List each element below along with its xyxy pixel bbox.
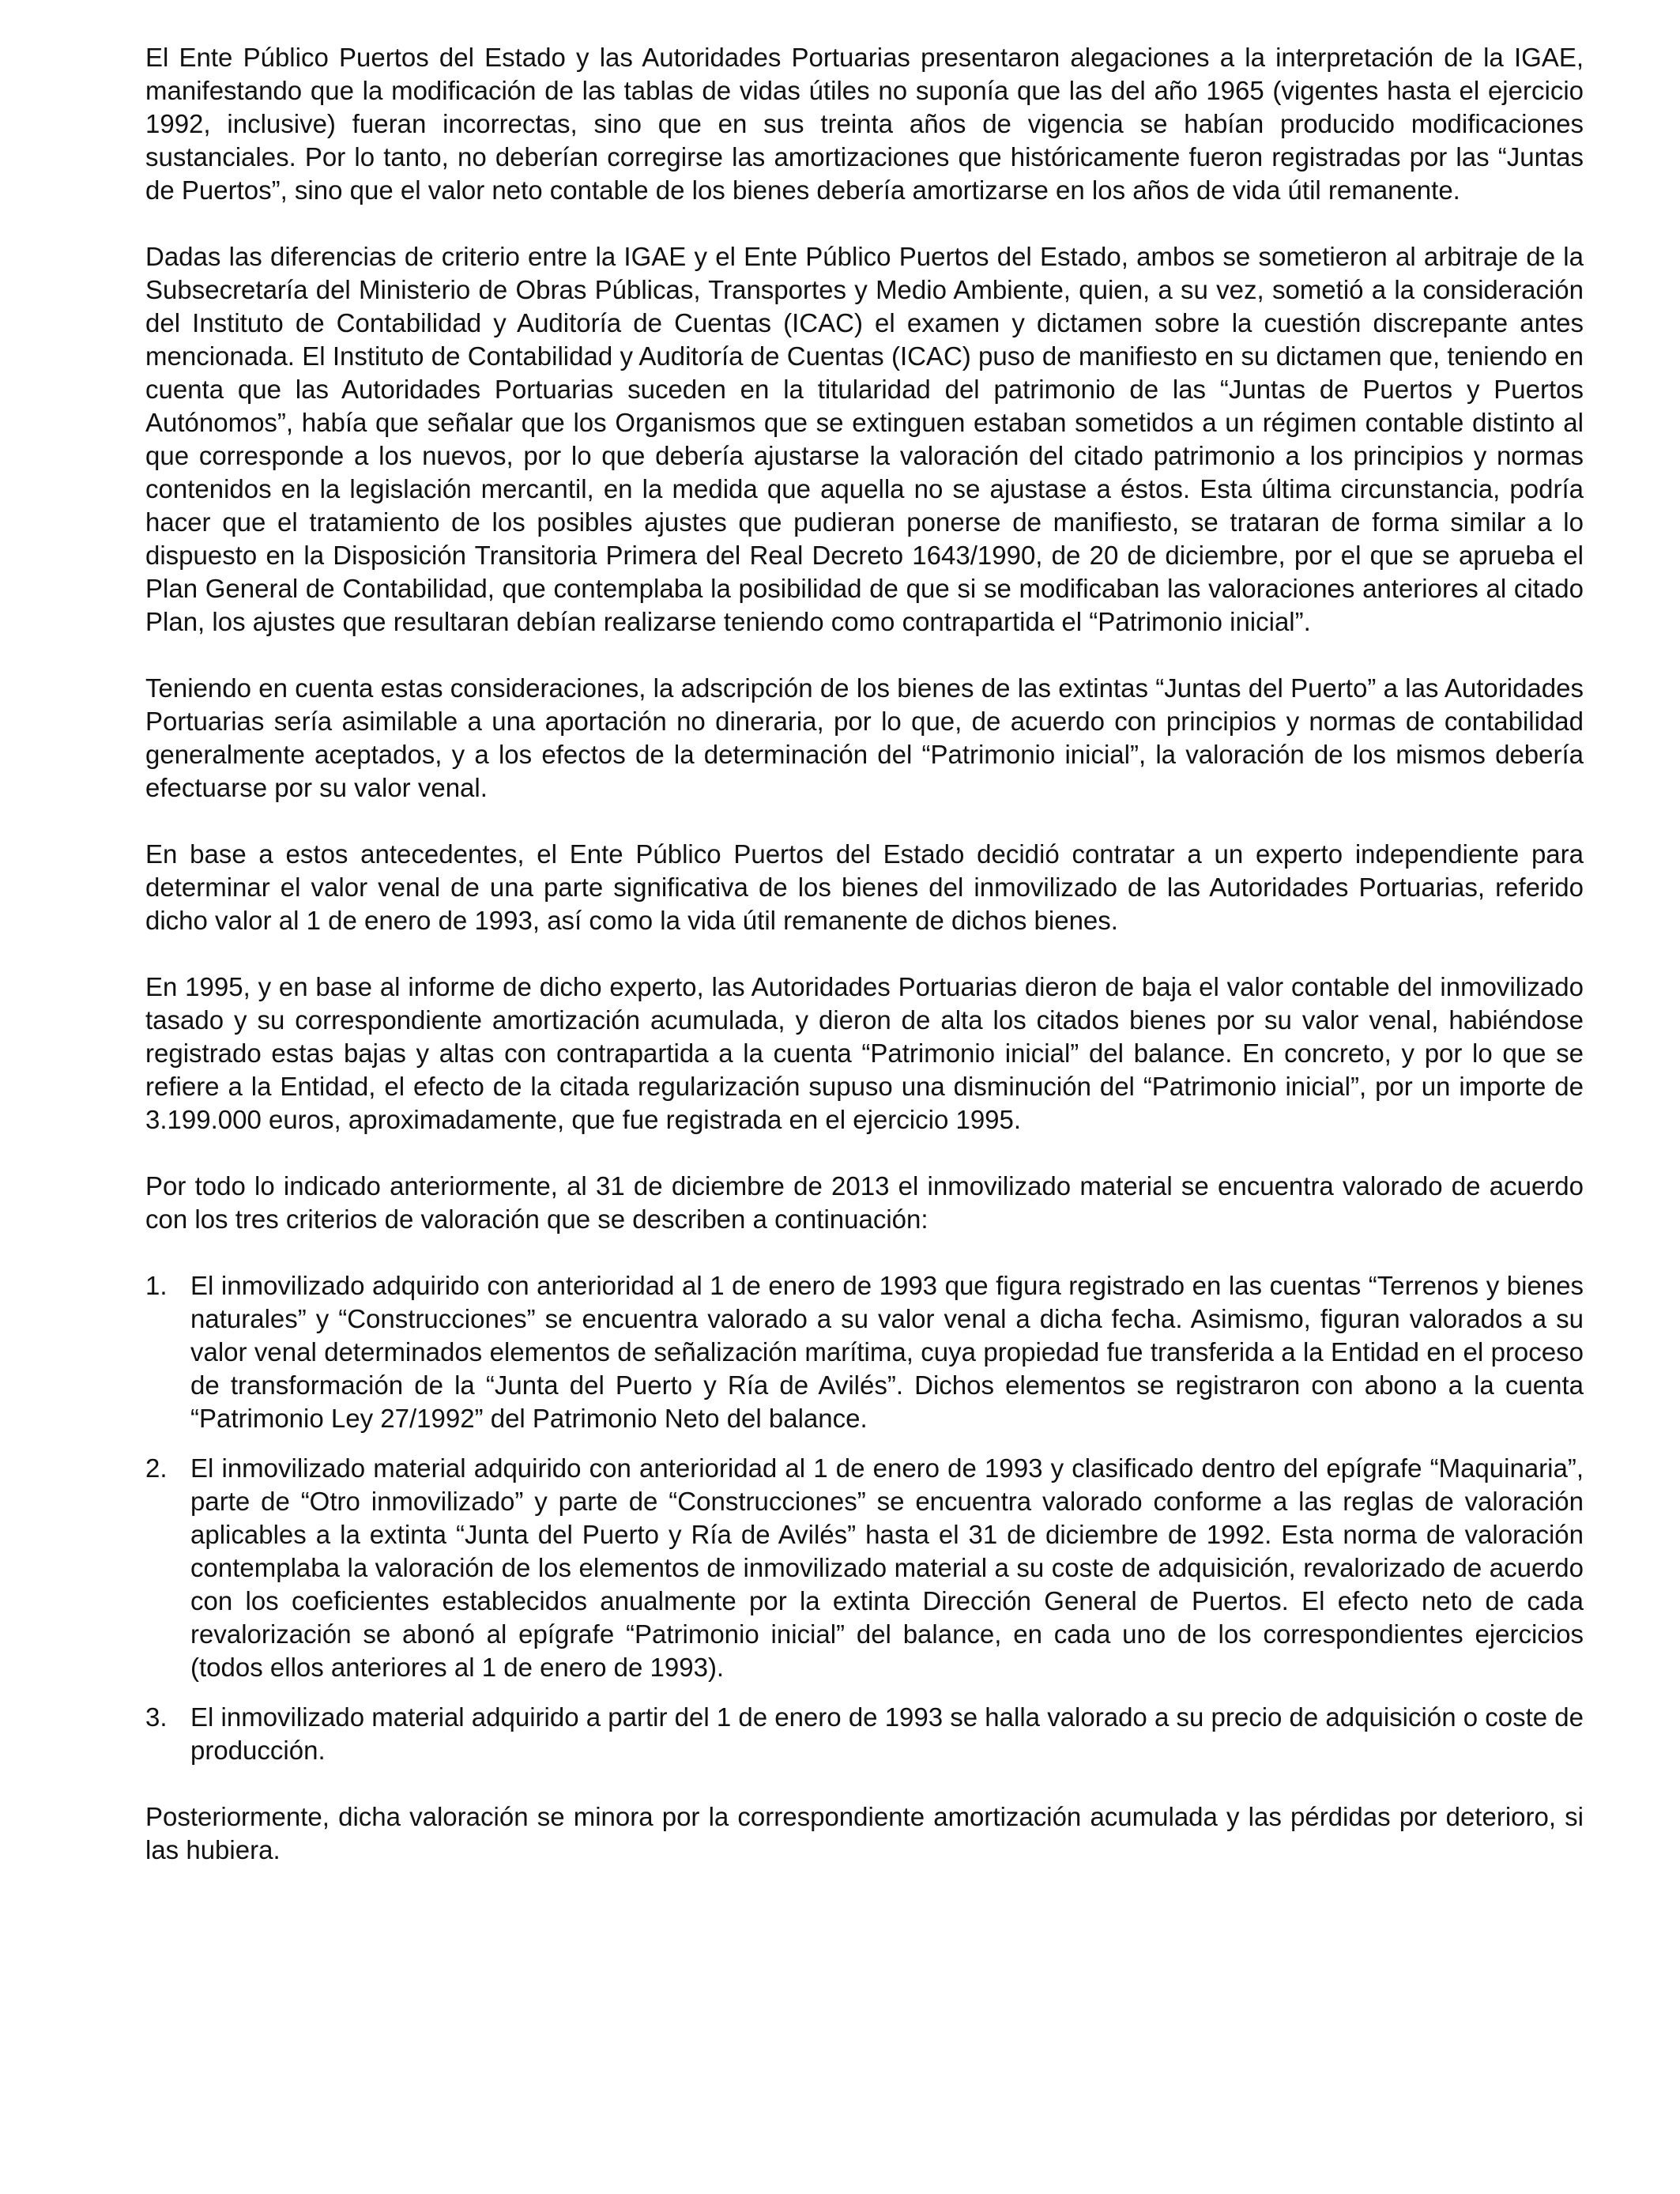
- valuation-criteria-list: [145, 1269, 1584, 1767]
- list-item-number: 3.: [145, 1702, 168, 1732]
- document-page: [145, 41, 1584, 1900]
- list-item: [145, 1452, 1584, 1684]
- paragraph-igae-allegations: El Ente Público Puertos del Estado y las Autoridades Portuarias presentaron alegaciones a la interpretación de la IGAE, manifestando que la modificación de las tablas de vidas útiles no suponía que las del año 1965 (vigentes hasta el ejercicio 1992, inclusive) fueran incorrectas, sino que en sus treinta años de vigencia se habían producido modificaciones sustanciales. Por lo tanto, no deberían corregirse las amortizaciones que históricamente fueron registradas por las “Juntas de Puertos”, sino que el valor neto contable de los bienes debería amortizarse en los años de vida útil remanente.: [145, 43, 1584, 205]
- list-item-text: El inmovilizado adquirido con anterioridad al 1 de enero de 1993 que figura registrado en las cuentas “Terrenos y bienes naturales” y “Construcciones” se encuentra valorado a su valor venal a dicha fecha. Asimismo, figuran valorados a su valor venal determinados elementos de señalización marítima, cuya propiedad fue transferida a la Entidad en el proceso de transformación de la “Junta del Puerto y Ría de Avilés”. Dichos elementos se registraron con abono a la cuenta “Patrimonio Ley 27/1992” del Patrimonio Neto del balance.: [190, 1271, 1584, 1433]
- paragraph-independent-expert: En base a estos antecedentes, el Ente Público Puertos del Estado decidió contratar a un experto independiente para determinar el valor venal de una parte significativa de los bienes del inmovilizado de las Autoridades Portuarias, referido dicho valor al 1 de enero de 1993, así como la vida útil remanente de dichos bienes.: [145, 839, 1584, 935]
- list-item-text: El inmovilizado material adquirido con anterioridad al 1 de enero de 1993 y clasificado dentro del epígrafe “Maquinaria”, parte de “Otro inmovilizado” y parte de “Construcciones” se encuentra valorado conforme a las reglas de valoración aplicables a la extinta “Junta del Puerto y Ría de Avilés” hasta el 31 de diciembre de 1992. Esta norma de valoración contemplaba la valoración de los elementos de inmovilizado material a su coste de adquisición, revalorizado de acuerdo con los coeficientes establecidos anualmente por la extinta Dirección General de Puertos. El efecto neto de cada revalorización se abonó al epígrafe “Patrimonio inicial” del balance, en cada uno de los correspondientes ejercicios (todos ellos anteriores al 1 de enero de 1993).: [190, 1453, 1584, 1682]
- list-item-text: El inmovilizado material adquirido a partir del 1 de enero de 1993 se halla valorado a su precio de adquisición o coste de producción.: [190, 1702, 1584, 1765]
- paragraph-1995-regularization: En 1995, y en base al informe de dicho experto, las Autoridades Portuarias dieron de baja el valor contable del inmovilizado tasado y su correspondiente amortización acumulada, y dieron de alta los citados bienes por su valor venal, habiéndose registrado estas bajas y altas con contrapartida a la cuenta “Patrimonio inicial” del balance. En concreto, y por lo que se refiere a la Entidad, el efecto de la citada regularización supuso una disminución del “Patrimonio inicial”, por un importe de 3.199.000 euros, aproximadamente, que fue registrada en el ejercicio 1995.: [145, 972, 1584, 1134]
- list-item: [145, 1701, 1584, 1767]
- paragraph-non-monetary-contribution: Teniendo en cuenta estas consideraciones, la adscripción de los bienes de las extintas “Juntas del Puerto” a las Autoridades Portuarias sería asimilable a una aportación no dineraria, por lo que, de acuerdo con principios y normas de contabilidad generalmente aceptados, y a los efectos de la determinación del “Patrimonio inicial”, la valoración de los mismos debería efectuarse por su valor venal.: [145, 673, 1584, 802]
- list-item-number: 1.: [145, 1271, 168, 1300]
- paragraph-closing: Posteriormente, dicha valoración se minora por la correspondiente amortización acumulada y las pérdidas por deterioro, si las hubiera.: [145, 1802, 1584, 1864]
- list-item-number: 2.: [145, 1453, 168, 1483]
- paragraph-valuation-criteria-intro: Por todo lo indicado anteriormente, al 31 de diciembre de 2013 el inmovilizado material se encuentra valorado de acuerdo con los tres criterios de valoración que se describen a continuación:: [145, 1171, 1584, 1234]
- paragraph-icac-arbitration: Dadas las diferencias de criterio entre la IGAE y el Ente Público Puertos del Estado, ambos se sometieron al arbitraje de la Subsecretaría del Ministerio de Obras Públicas, Transportes y Medio Ambiente, quien, a su vez, sometió a la consideración del Instituto de Contabilidad y Auditoría de Cuentas (ICAC) el examen y dictamen sobre la cuestión discrepante antes mencionada. El Instituto de Contabilidad y Auditoría de Cuentas (ICAC) puso de manifiesto en su dictamen que, teniendo en cuenta que las Autoridades Portuarias suceden en la titularidad del patrimonio de las “Juntas de Puertos y Puertos Autónomos”, había que señalar que los Organismos que se extinguen estaban sometidos a un régimen contable distinto al que corresponde a los nuevos, por lo que debería ajustarse la valoración del citado patrimonio a los principios y normas contenidos en la legislación mercantil, en la medida que aquella no se ajustase a éstos. Esta última circunstancia, podría hacer que el tratamiento de los posibles ajustes que pudieran ponerse de manifiesto, se trataran de forma similar a lo dispuesto en la Disposición Transitoria Primera del Real Decreto 1643/1990, de 20 de diciembre, por el que se aprueba el Plan General de Contabilidad, que contemplaba la posibilidad de que si se modificaban las valoraciones anteriores al citado Plan, los ajustes que resultaran debían realizarse teniendo como contrapartida el “Patrimonio inicial”.: [145, 242, 1584, 636]
- list-item: [145, 1269, 1584, 1435]
